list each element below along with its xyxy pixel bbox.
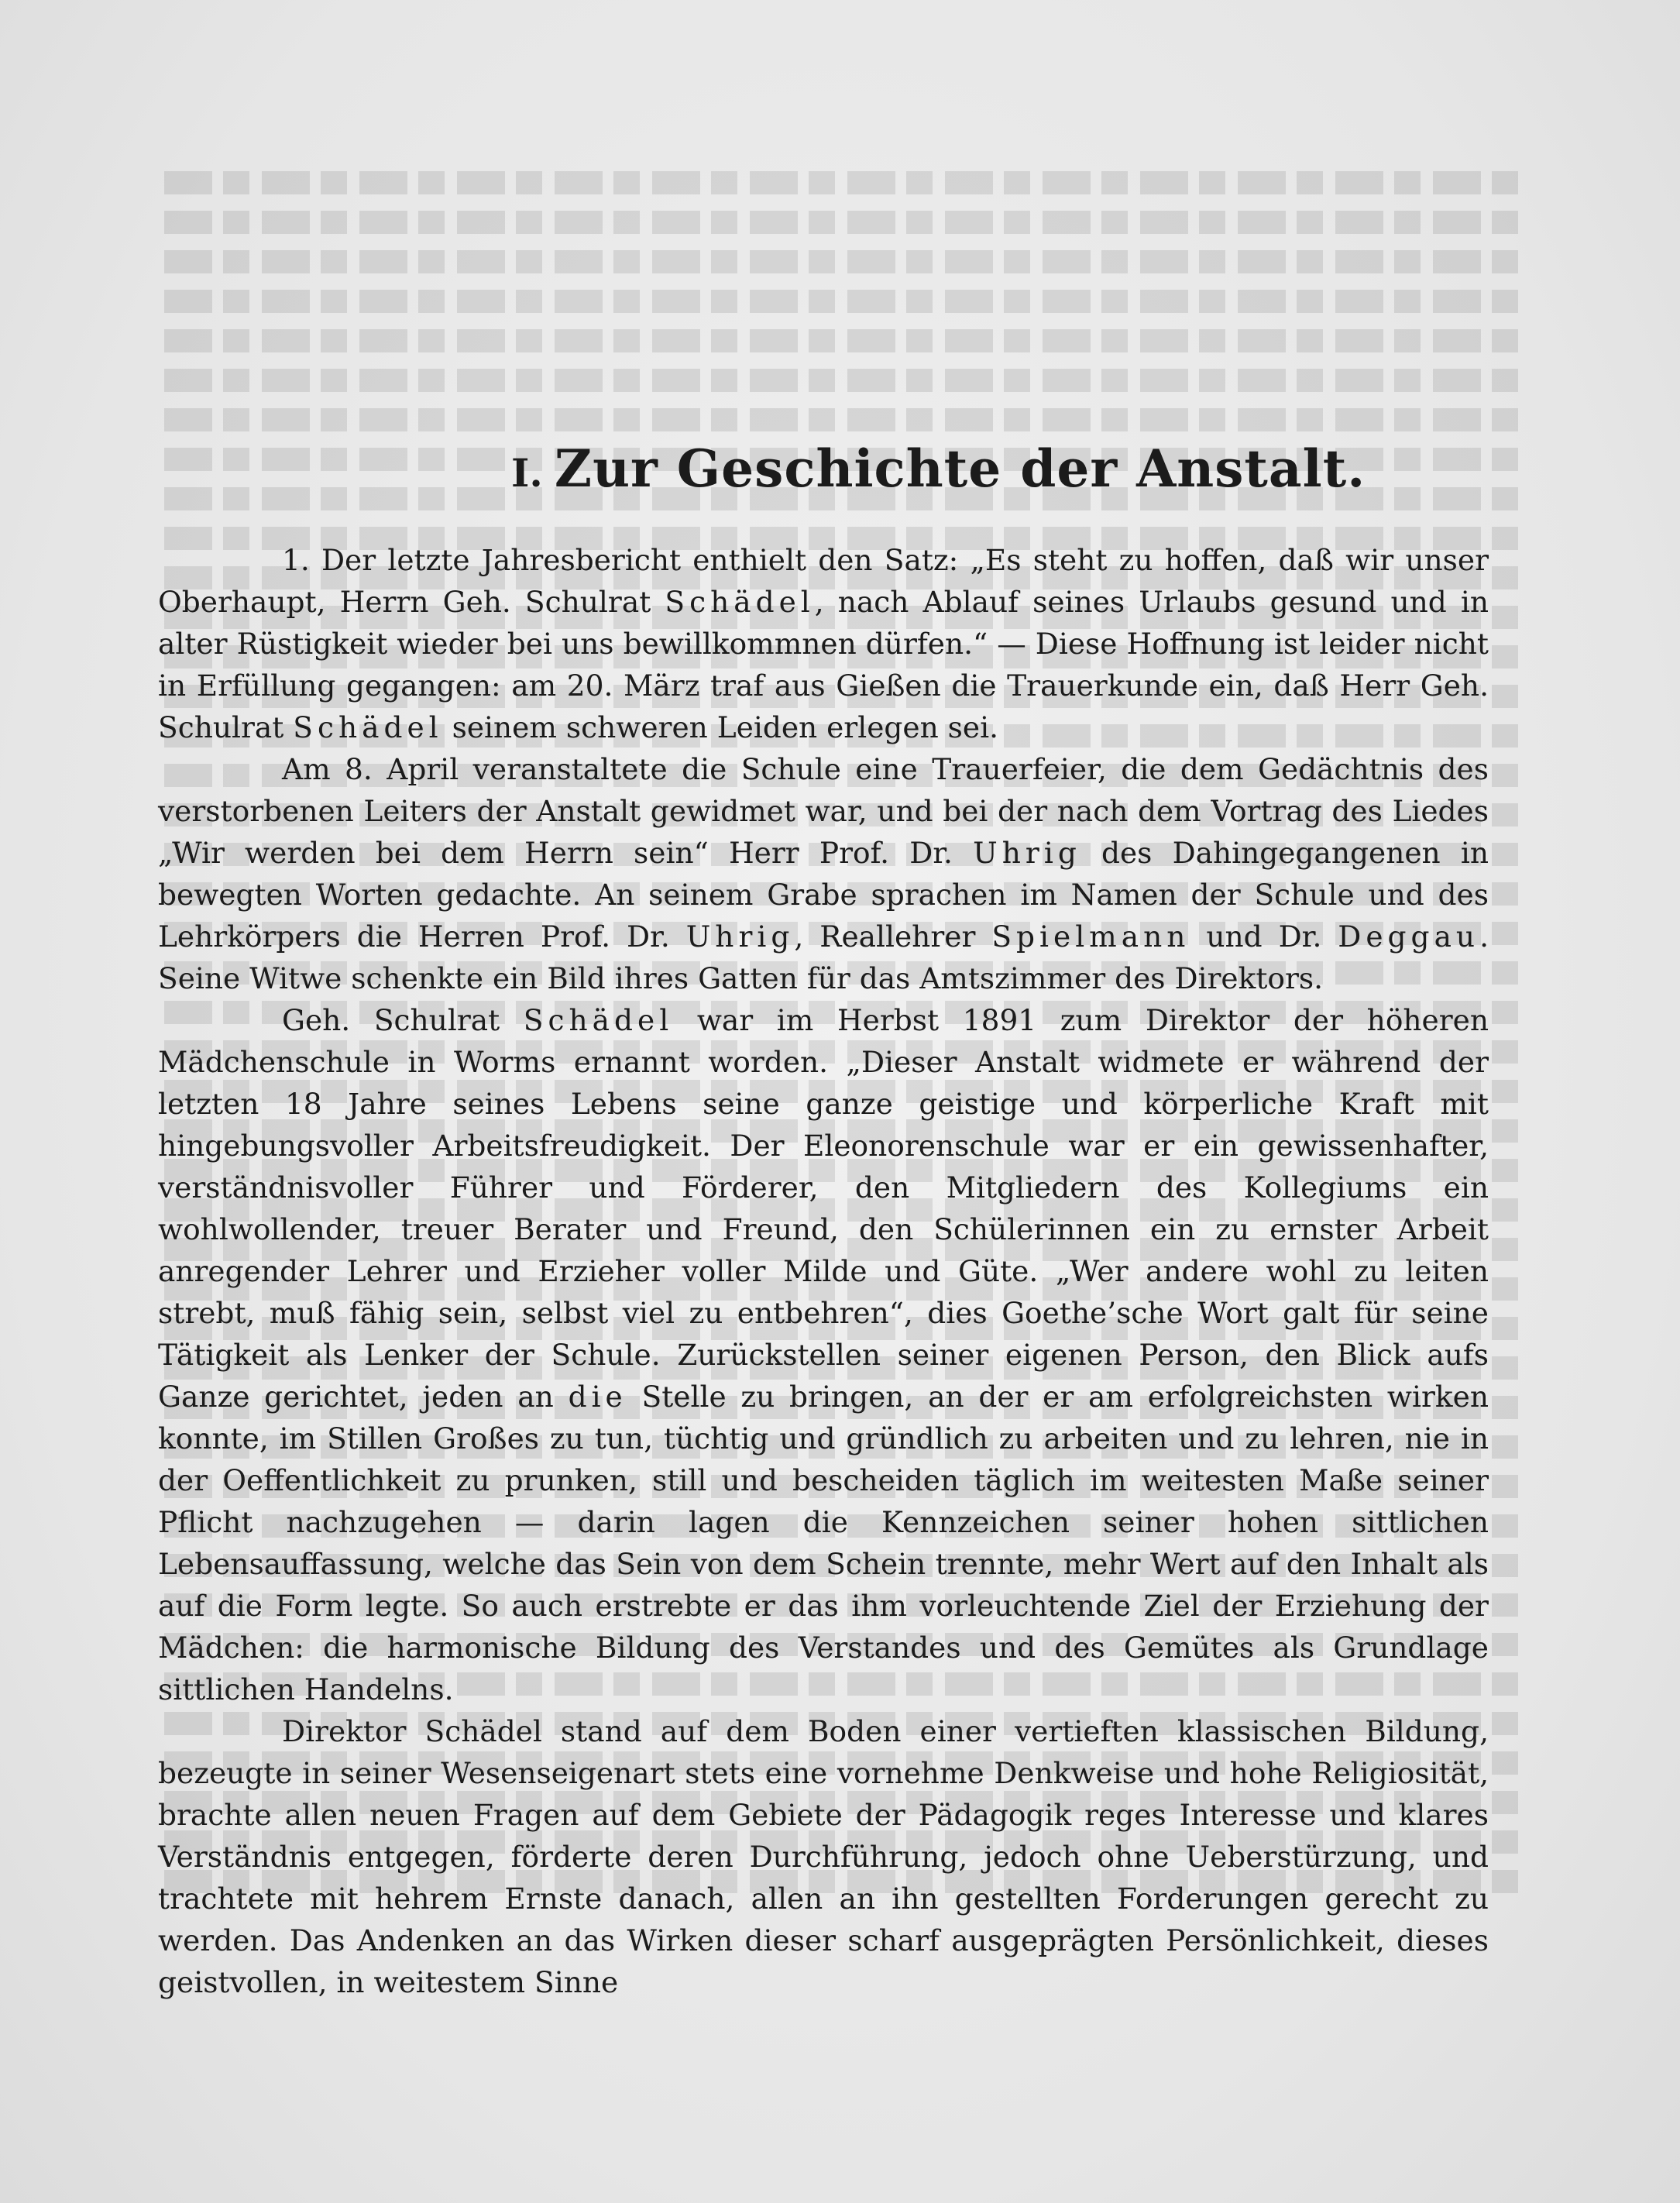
spaced-name: Uhrig [973,836,1081,870]
text-run: Stelle zu bringen, an der er am erfolgreichsten wirken konnte, im Stillen Großes zu tun, tüchtig und gründlich zu arbeiten und zu lehren, nie in der Oeffentlichkeit zu prunken, still und bescheiden täglich im weitesten Maße seiner Pflicht nachzugehen — darin lagen die Kennzeichen seiner hohen sittlichen Lebensauffassung, welche das Sein von dem Schein trennte, mehr Wert auf den Inhalt als auf die Form legte. So auch erstrebte er das ihm vorleuchtende Ziel der Erziehung der Mädchen: die harmonische Bildung des Verstandes und des Gemütes als Grundlage sittlichen Handelns. [158,1380,1489,1706]
text-run: 1. Der letzte Jahresbericht enthielt den Satz: „Es steht zu hoffen, daß wir unser Oberhaupt, Herrn Geh. Schulrat [158,543,1489,619]
text-run: , Reallehrer [794,919,992,954]
spaced-name: Spielmann [991,919,1190,954]
text-run: des Dahingegangenen in bewegten Worten gedachte. An seinem Grabe sprachen im Namen der Schule und des Lehrkörpers die Herren Prof. Dr. [158,836,1489,954]
paragraph [158,1710,1489,2003]
section-heading [511,438,1366,508]
paragraph [158,999,1489,1710]
spaced-name: Schädel [665,585,815,619]
section-number: I. [511,450,543,496]
spaced-name: Schädel [293,710,443,744]
body-text [158,539,1489,2003]
text-run: und Dr. [1190,919,1338,954]
paragraph [158,748,1489,999]
text-run: seinem schweren Leiden erlegen sei. [442,710,999,744]
spaced-name: Uhrig [685,919,795,954]
text-run: Am 8. April veranstaltete die Schule eine Trauerfeier, die dem Gedächtnis des verstorbenen Leiters der Anstalt gewidmet war, und bei der nach dem Vortrag des Liedes „Wir werden bei dem Herrn sein“ Herr Prof. Dr. [158,752,1489,870]
text-run: Geh. Schulrat [282,1003,524,1037]
text-run: , nach Ablauf seines Urlaubs gesund und in alter Rüstigkeit wieder bei uns bewillkommnen dürfen.“ — Diese Hoffnung ist leider nicht in Erfüllung gegangen: am 20. März traf aus Gießen die Trauerkunde ein, daß Herr Geh. Schulrat [158,585,1489,744]
text-run: . Seine Witwe schenkte ein Bild ihres Gatten für das Amtszimmer des Direktors. [158,919,1489,995]
text-run: Direktor Schädel stand auf dem Boden einer vertieften klassischen Bildung, bezeugte in seiner Wesenseigenart stets eine vornehme Denkweise und hohe Religiosität, brachte allen neuen Fragen auf dem Gebiete der Pädagogik reges Interesse und klares Verständnis entgegen, förderte deren Durchführung, jedoch ohne Ueberstürzung, und trachtete mit hehrem Ernste danach, allen an ihn gestellten Forderungen gerecht zu werden. Das Andenken an das Wirken dieser scharf ausgeprägten Persönlichkeit, dieses geistvollen, in weitestem Sinne [158,1714,1489,1999]
paragraph [158,539,1489,748]
section-title: Zur Geschichte der Anstalt. [554,438,1366,499]
text-run: war im Herbst 1891 zum Direktor der höheren Mädchenschule in Worms ernannt worden. „Dieser Anstalt widmete er während der letzten 18 Jahre seines Lebens seine ganze geistige und körperliche Kraft mit hingebungsvoller Arbeitsfreudigkeit. Der Eleonorenschule war er ein gewissenhafter, verständnisvoller Führer und Förderer, den Mitgliedern des Kollegiums ein wohlwollender, treuer Berater und Freund, den Schülerinnen ein zu ernster Arbeit anregender Lehrer und Erzieher voller Milde und Güte. „Wer andere wohl zu leiten strebt, muß fähig sein, selbst viel zu entbehren“, dies Goethe’sche Wort galt für seine Tätigkeit als Lenker der Schule. Zurückstellen seiner eigenen Person, den Blick aufs Ganze gerichtet, jeden an [158,1003,1489,1414]
spaced-name: Deggau [1338,919,1480,954]
spaced-word: die [568,1380,627,1414]
spaced-name: Schädel [523,1003,674,1037]
